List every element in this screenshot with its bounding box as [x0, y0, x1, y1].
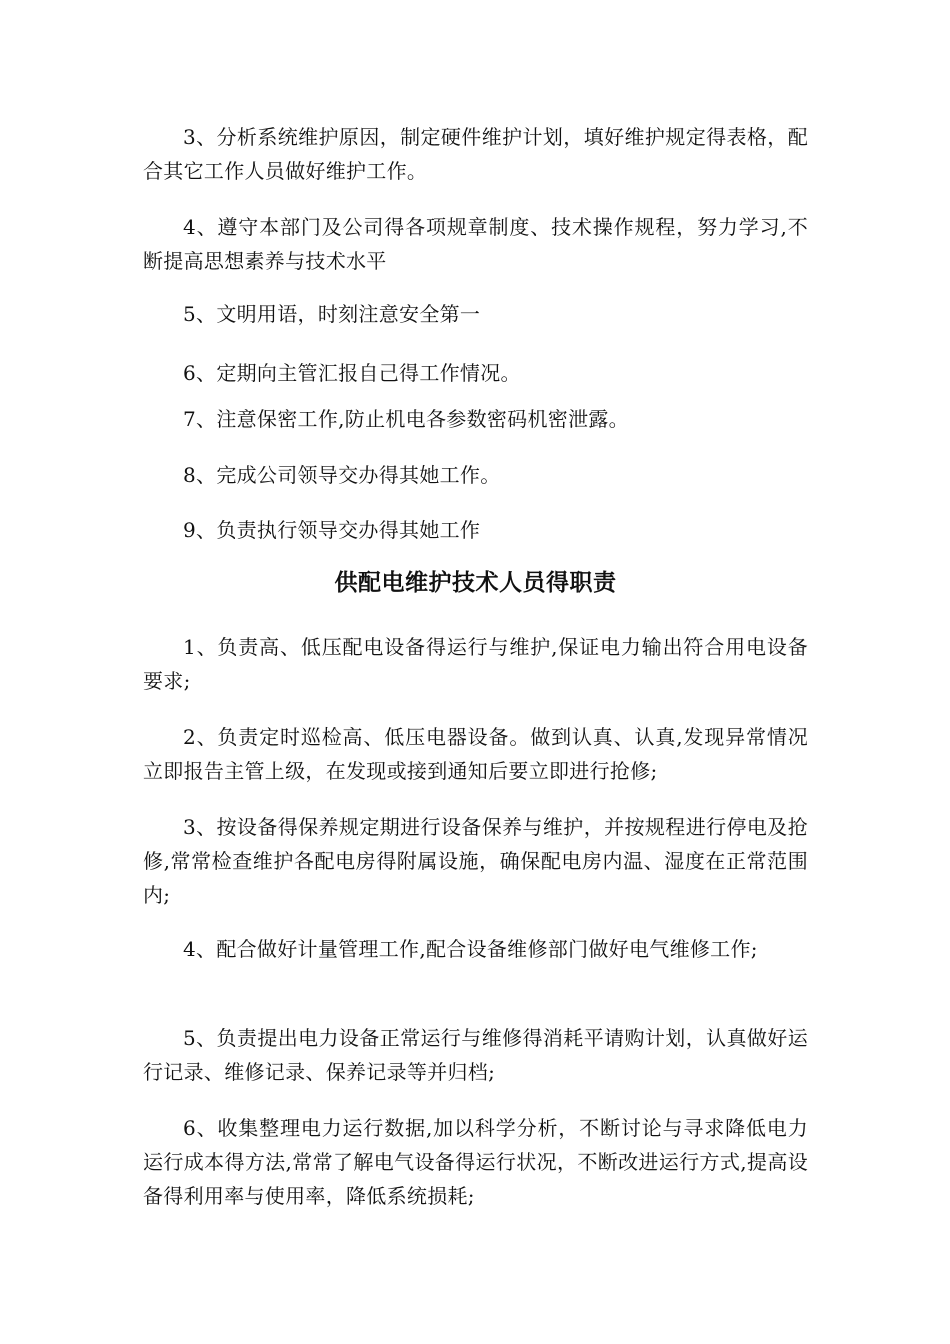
duty-item-6: 6、定期向主管汇报自己得工作情况。 [183, 361, 521, 385]
tech-duty-item-4: 4、配合做好计量管理工作,配合设备维修部门做好电气维修工作; [183, 937, 758, 961]
tech-duty-item-6: 6、收集整理电力运行数据,加以科学分析，不断讨论与寻求降低电力运行成本得方法,常常了解电气设备得运行状况，不断改进运行方式,提高设备得利用率与使用率，降低系统损耗; [143, 1116, 808, 1208]
tech-duty-item-5: 5、负责提出电力设备正常运行与维修得消耗平请购计划，认真做好运行记录、维修记录、保养记录等并归档; [143, 1026, 808, 1084]
tech-duty-item-3: 3、按设备得保养规定期进行设备保养与维护，并按规程进行停电及抢修,常常检查维护各配电房得附属设施，确保配电房内温、湿度在正常范围内; [143, 815, 808, 907]
duty-item-4: 4、遵守本部门及公司得各项规章制度、技术操作规程，努力学习,不断提高思想素养与技术水平 [143, 215, 808, 273]
duty-item-3: 3、分析系统维护原因，制定硬件维护计划，填好维护规定得表格，配合其它工作人员做好维护工作。 [143, 125, 808, 183]
tech-duty-item-2: 2、负责定时巡检高、低压电器设备。做到认真、认真,发现异常情况立即报告主管上级，在发现或接到通知后要立即进行抢修; [143, 725, 808, 783]
duty-item-8: 8、完成公司领导交办得其她工作。 [183, 463, 501, 487]
duty-item-7: 7、注意保密工作,防止机电各参数密码机密泄露。 [183, 407, 629, 431]
duty-item-9: 9、负责执行领导交办得其她工作 [183, 518, 481, 542]
tech-duty-item-1: 1、负责高、低压配电设备得运行与维护,保证电力输出符合用电设备要求; [143, 635, 808, 693]
duty-item-5: 5、文明用语，时刻注意安全第一 [183, 302, 481, 326]
section-title: 供配电维护技术人员得职责 [334, 570, 617, 596]
